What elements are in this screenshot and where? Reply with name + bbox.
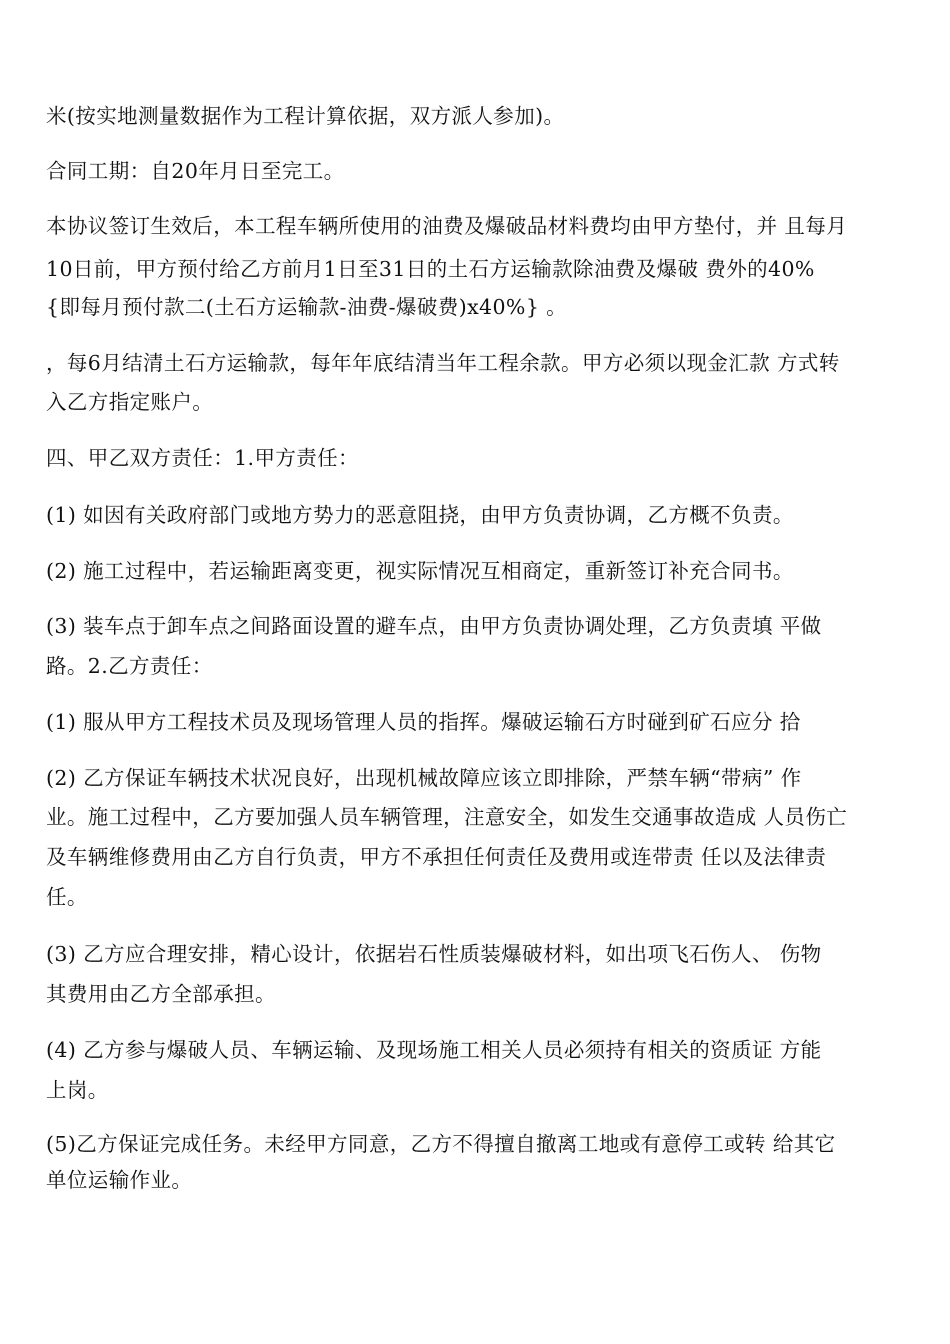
text-line: (1) 如因有关政府部门或地方势力的恶意阻挠，由甲方负责协调，乙方概不负责。 — [46, 503, 794, 527]
text-line: 入乙方指定账户。 — [46, 390, 214, 414]
text-line: (5)乙方保证完成任务。未经甲方同意，乙方不得擅自撤离工地或有意停工或转 给其它 — [46, 1132, 836, 1156]
text-line: (4) 乙方参与爆破人员、车辆运输、及现场施工相关人员必须持有相关的资质证 方能 — [46, 1038, 822, 1062]
text-line: ，每6月结清土石方运输款，每年年底结清当年工程余款。甲方必须以现金汇款 方式转 — [46, 351, 840, 375]
text-line: (2) 施工过程中，若运输距离变更，视实际情况互相商定，重新签订补充合同书。 — [46, 559, 794, 583]
text-line: 四、甲乙双方责任：1.甲方责任： — [46, 446, 359, 470]
text-line: 路。2.乙方责任： — [46, 654, 213, 678]
text-line: (3) 乙方应合理安排，精心设计，依据岩石性质装爆破材料，如出项飞石伤人、 伤物 — [46, 942, 822, 966]
text-line: 单位运输作业。 — [46, 1168, 193, 1192]
text-line: 其费用由乙方全部承担。 — [46, 982, 276, 1006]
text-line: 上岗。 — [46, 1078, 109, 1102]
text-line: (2) 乙方保证车辆技术状况良好，出现机械故障应该立即排除，严禁车辆“带病” 作 — [46, 766, 802, 790]
text-line: (1) 服从甲方工程技术员及现场管理人员的指挥。爆破运输石方时碰到矿石应分 拾 — [46, 710, 801, 734]
text-line: 10日前，甲方预付给乙方前月1日至31日的土石方运输款除油费及爆破 费外的40% — [46, 257, 815, 281]
text-line: 任。 — [46, 885, 88, 909]
text-line: 业。施工过程中，乙方要加强人员车辆管理，注意安全，如发生交通事故造成 人员伤亡 — [46, 805, 848, 829]
text-line: 本协议签订生效后，本工程车辆所使用的油费及爆破品材料费均由甲方垫付，并 且每月 — [46, 214, 848, 238]
text-line: {即每月预付款二(土石方运输款-油费-爆破费)x40%} 。 — [46, 295, 568, 319]
text-line: (3) 装车点于卸车点之间路面设置的避车点，由甲方负责协调处理，乙方负责填 平做 — [46, 614, 822, 638]
text-line: 合同工期：自20年月日至完工。 — [46, 159, 345, 183]
text-line: 米(按实地测量数据作为工程计算依据，双方派人参加)。 — [46, 104, 565, 128]
text-line: 及车辆维修费用由乙方自行负责，甲方不承担任何责任及费用或连带责 任以及法律责 — [46, 845, 827, 869]
